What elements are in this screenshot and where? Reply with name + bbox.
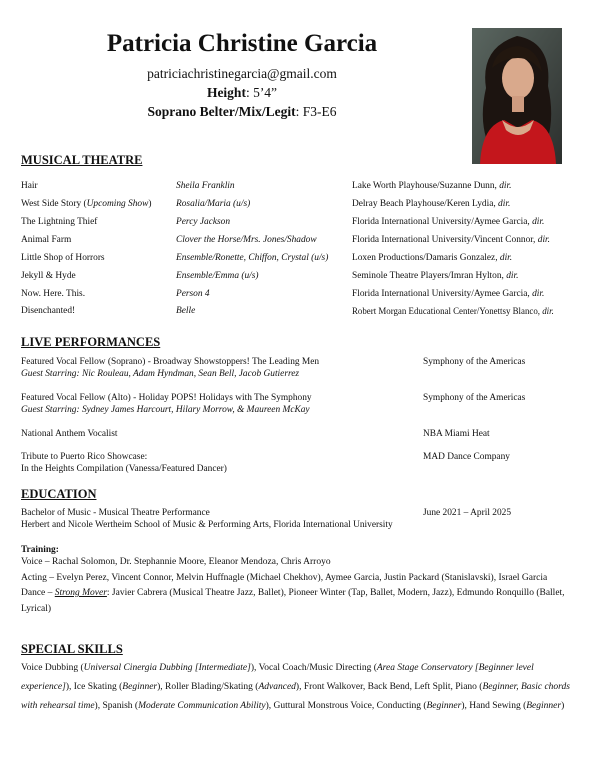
education-dates: June 2021 – April 2025	[423, 508, 512, 518]
training-list	[21, 555, 569, 617]
headshot-photo	[472, 28, 562, 164]
performance-title: Featured Vocal Fellow (Soprano) - Broadway Showstoppers! The Leading Men	[21, 357, 320, 367]
show-title: Little Shop of Horrors	[21, 253, 105, 263]
height-label: Height	[206, 85, 246, 100]
venue: Seminole Theatre Players/Imran Hylton, dir.	[352, 271, 519, 281]
special-skills-text: Voice Dubbing (Universal Cinergia Dubbing [Intermediate]), Vocal Coach/Music Directing (Area Stage Conservatory [Beginner level experience]), Ice Skating (Beginner), Roller Blading/Skating (Advanced), Front Walkover, Back Bend, Left Split, Piano (Beginner, Basic chords with rehearsal time), Spanish (Moderate Communication Ability), Guttural Monstrous Voice, Conducting (Beginner), Hand Sewing (Beginner)	[21, 663, 570, 711]
show-title: The Lightning Thief	[21, 217, 98, 227]
show-title: Animal Farm	[21, 235, 72, 245]
venue: Florida International University/Aymee Garcia, dir.	[352, 217, 545, 227]
performance-subtitle: In the Heights Compilation (Vanessa/Featured Dancer)	[21, 464, 227, 474]
special-skills-heading: SPECIAL SKILLS	[21, 642, 123, 656]
degree: Bachelor of Music - Musical Theatre Performance	[21, 508, 210, 518]
training-dance: Dance – Strong Mover: Javier Cabrera (Musical Theatre Jazz, Ballet), Pioneer Winter (Tap, Ballet, Modern, Jazz), Edmundo Ronquillo (Ballet, Lyrical)	[21, 588, 565, 614]
venue: Florida International University/Aymee Garcia, dir.	[352, 289, 545, 299]
show-title: Jekyll & Hyde	[21, 271, 76, 281]
height-value: : 5’4”	[245, 85, 278, 100]
performance-guests: Guest Starring: Sydney James Harcourt, Hilary Morrow, & Maureen McKay	[21, 405, 310, 415]
performance-venue: MAD Dance Company	[423, 452, 510, 462]
performance-title: National Anthem Vocalist	[21, 429, 118, 439]
venue: Loxen Productions/Damaris Gonzalez, dir.	[352, 253, 513, 263]
performance-guests: Guest Starring: Nic Rouleau, Adam Hyndman, Sean Bell, Jacob Gutierrez	[21, 369, 300, 379]
role: Ensemble/Emma (u/s)	[176, 271, 259, 281]
performance-venue: NBA Miami Heat	[423, 429, 490, 439]
venue: Florida International University/Vincent Connor, dir.	[352, 235, 550, 245]
musical-theatre-heading: MUSICAL THEATRE	[21, 153, 143, 167]
training-acting: Acting – Evelyn Perez, Vincent Connor, Melvin Huffnagle (Michael Chekhov), Aymee Garcia, Justin Packard (Stanislavski), Israel Garcia	[21, 572, 548, 583]
resume-name: Patricia Christine Garcia	[106, 30, 378, 57]
performance-title: Tribute to Puerto Rico Showcase:	[21, 452, 148, 462]
live-performances-heading: LIVE PERFORMANCES	[21, 335, 161, 349]
show-title: West Side Story (Upcoming Show)	[21, 199, 152, 209]
role: Sheila Franklin	[176, 181, 235, 191]
venue: Lake Worth Playhouse/Suzanne Dunn, dir.	[352, 181, 512, 191]
performance-venue: Symphony of the Americas	[423, 357, 526, 367]
school: Herbert and Nicole Wertheim School of Music & Performing Arts, Florida International University	[21, 520, 393, 530]
voice-type-label: Soprano Belter/Mix/Legit	[147, 104, 296, 119]
performance-title: Featured Vocal Fellow (Alto) - Holiday POPS! Holidays with The Symphony	[21, 393, 312, 403]
role: Percy Jackson	[176, 217, 231, 227]
training-heading: Training:	[21, 545, 59, 555]
role: Person 4	[176, 289, 210, 299]
venue: Robert Morgan Educational Center/Yonettsy Blanco, dir.	[352, 306, 554, 316]
email-address: patriciachristinegarcia@gmail.com	[147, 66, 337, 81]
voice-range: : F3-E6	[295, 104, 337, 119]
training-voice: Voice – Rachal Solomon, Dr. Stephannie Moore, Eleanor Mendoza, Chris Arroyo	[21, 557, 331, 567]
role: Clover the Horse/Mrs. Jones/Shadow	[176, 235, 317, 245]
show-title: Now. Here. This.	[21, 289, 86, 299]
performance-venue: Symphony of the Americas	[423, 393, 526, 403]
show-title: Hair	[21, 181, 38, 191]
role: Ensemble/Ronette, Chiffon, Crystal (u/s)	[176, 253, 329, 263]
height-line	[0, 85, 484, 101]
venue: Delray Beach Playhouse/Keren Lydia, dir.	[352, 199, 511, 209]
role: Belle	[176, 306, 196, 316]
voice-type-line	[0, 104, 484, 120]
education-heading: EDUCATION	[21, 487, 97, 501]
show-title: Disenchanted!	[21, 306, 76, 316]
role: Rosalia/Maria (u/s)	[176, 199, 251, 209]
